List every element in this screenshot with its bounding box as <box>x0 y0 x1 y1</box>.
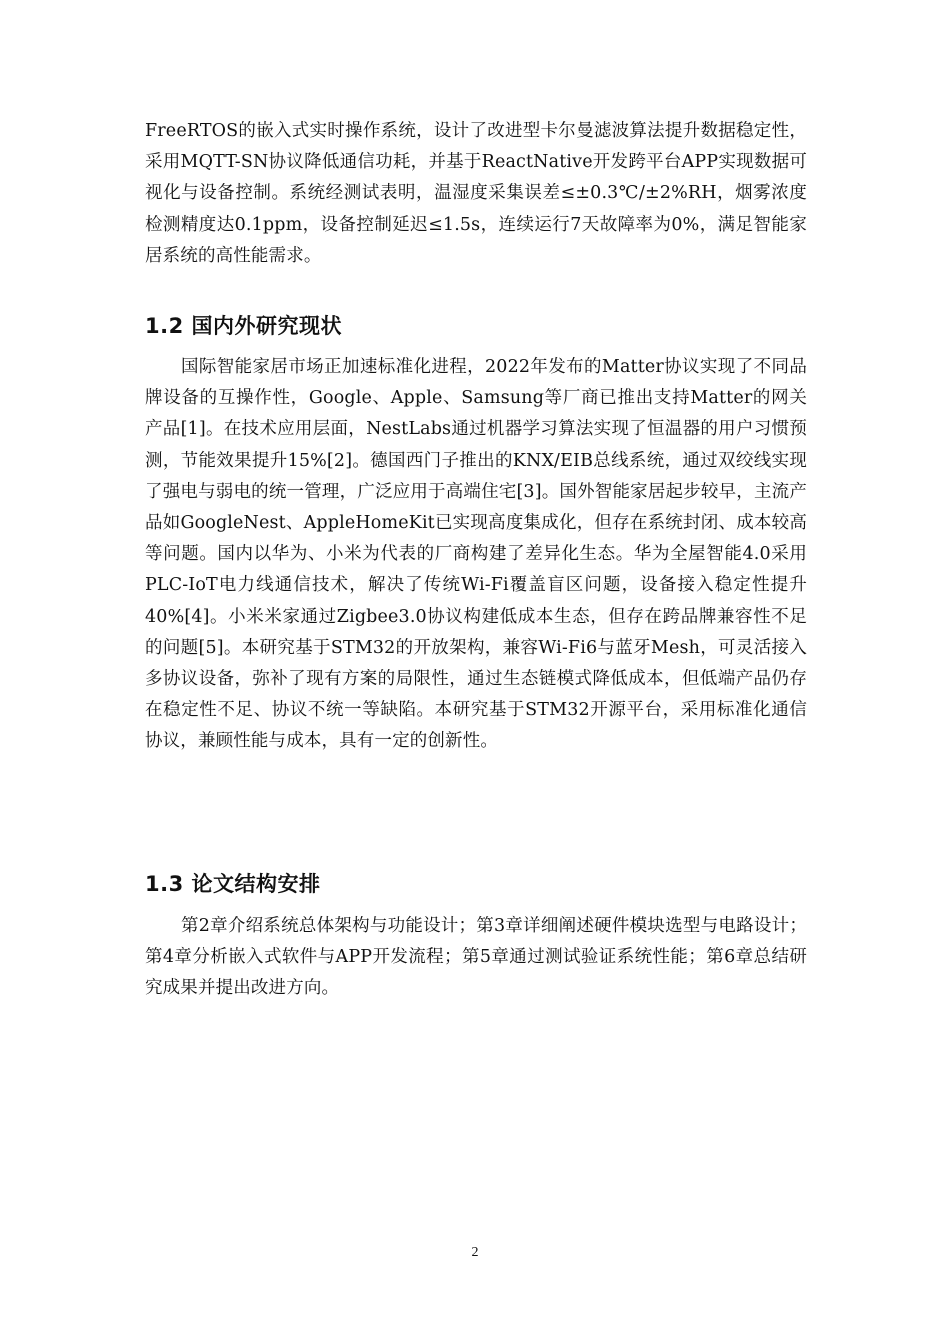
section-heading-1-3: 1.3 论文结构安排 <box>145 872 321 896</box>
section-heading-1-2: 1.2 国内外研究现状 <box>145 314 343 338</box>
section-1-3-paragraph: 第2章介绍系统总体架构与功能设计；第3章详细阐述硬件模块选型与电路设计；第4章分析嵌入式软件与APP开发流程；第5章通过测试验证系统性能；第6章总结研究成果并提出改进方向。 <box>145 916 807 999</box>
page-number: 2 <box>471 1245 479 1260</box>
intro-continued-paragraph: FreeRTOS的嵌入式实时操作系统，设计了改进型卡尔曼滤波算法提升数据稳定性，采用MQTT-SN协议降低通信功耗，并基于ReactNative开发跨平台APP实现数据可视化与设备控制。系统经测试表明，温湿度采集误差≤±0.3℃/±2%RH，烟雾浓度检测精度达0.1ppm，设备控制延迟≤1.5s，连续运行7天故障率为0%，满足智能家居系统的高性能需求。 <box>145 121 807 266</box>
section-1-2-paragraph: 国际智能家居市场正加速标准化进程，2022年发布的Matter协议实现了不同品牌设备的互操作性，Google、Apple、Samsung等厂商已推出支持Matter的网关产品[1]。在技术应用层面，NestLabs通过机器学习算法实现了恒温器的用户习惯预测，节能效果提升15%[2]。德国西门子推出的KNX/EIB总线系统，通过双绞线实现了强电与弱电的统一管理，广泛应用于高端住宅[3]。国外智能家居起步较早，主流产品如GoogleNest、AppleHomeKit已实现高度集成化，但存在系统封闭、成本较高等问题。国内以华为、小米为代表的厂商构建了差异化生态。华为全屋智能4.0采用PLC-IoT电力线通信技术，解决了传统Wi-Fi覆盖盲区问题，设备接入稳定性提升40%[4]。小米米家通过Zigbee3.0协议构建低成本生态，但存在跨品牌兼容性不足的问题[5]。本研究基于STM32的开放架构，兼容Wi-Fi6与蓝牙Mesh，可灵活接入多协议设备，弥补了现有方案的局限性，通过生态链模式降低成本，但低端产品仍存在稳定性不足、协议不统一等缺陷。本研究基于STM32开源平台，采用标准化通信协议，兼顾性能与成本，具有一定的创新性。 <box>145 357 807 752</box>
